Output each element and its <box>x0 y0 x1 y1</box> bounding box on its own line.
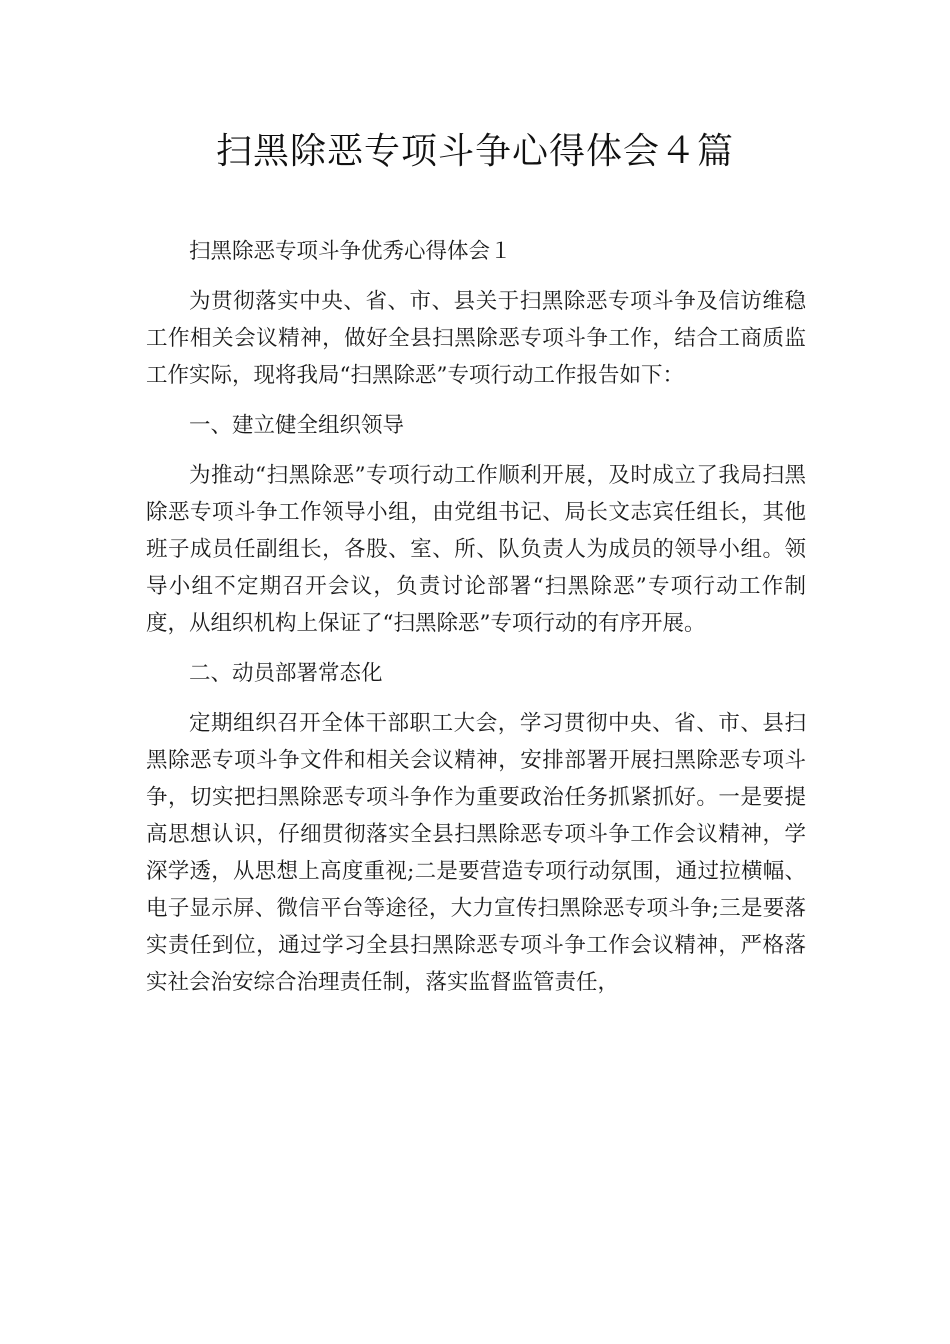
paragraph-organization: 为推动“扫黑除恶”专项行动工作顺利开展，及时成立了我局扫黑除恶专项斗争工作领导小组，由党组书记、局长文志宾任组长，其他班子成员任副组长，各股、室、所、队负责人为成员的领导小组。领导小组不定期召开会议，负责讨论部署“扫黑除恶”专项行动工作制度，从组织机构上保证了“扫黑除恶”专项行动的有序开展。 <box>146 463 806 636</box>
section-heading-mobilization: 二、动员部署常态化 <box>189 661 383 686</box>
document-title: 扫黑除恶专项斗争心得体会４篇 <box>215 131 734 172</box>
section-heading-organization: 一、建立健全组织领导 <box>189 413 405 438</box>
paragraph-mobilization: 定期组织召开全体干部职工大会，学习贯彻中央、省、市、县扫黑除恶专项斗争文件和相关会议精神，安排部署开展扫黑除恶专项斗争，切实把扫黑除恶专项斗争作为重要政治任务抓紧抓好。一是要提高思想认识，仔细贯彻落实全县扫黑除恶专项斗争工作会议精神，学深学透，从思想上高度重视;二是要营造专项行动氛围，通过拉横幅、电子显示屏、微信平台等途径，大力宣传扫黑除恶专项斗争;三是要落实责任到位，通过学习全县扫黑除恶专项斗争工作会议精神，严格落实社会治安综合治理责任制，落实监督监管责任， <box>146 711 806 995</box>
document-body <box>146 233 806 1001</box>
section-heading-1: 扫黑除恶专项斗争优秀心得体会１ <box>189 239 512 264</box>
paragraph-intro: 为贯彻落实中央、省、市、县关于扫黑除恶专项斗争及信访维稳工作相关会议精神，做好全县扫黑除恶专项斗争工作，结合工商质监工作实际，现将我局“扫黑除恶”专项行动工作报告如下： <box>146 289 806 388</box>
